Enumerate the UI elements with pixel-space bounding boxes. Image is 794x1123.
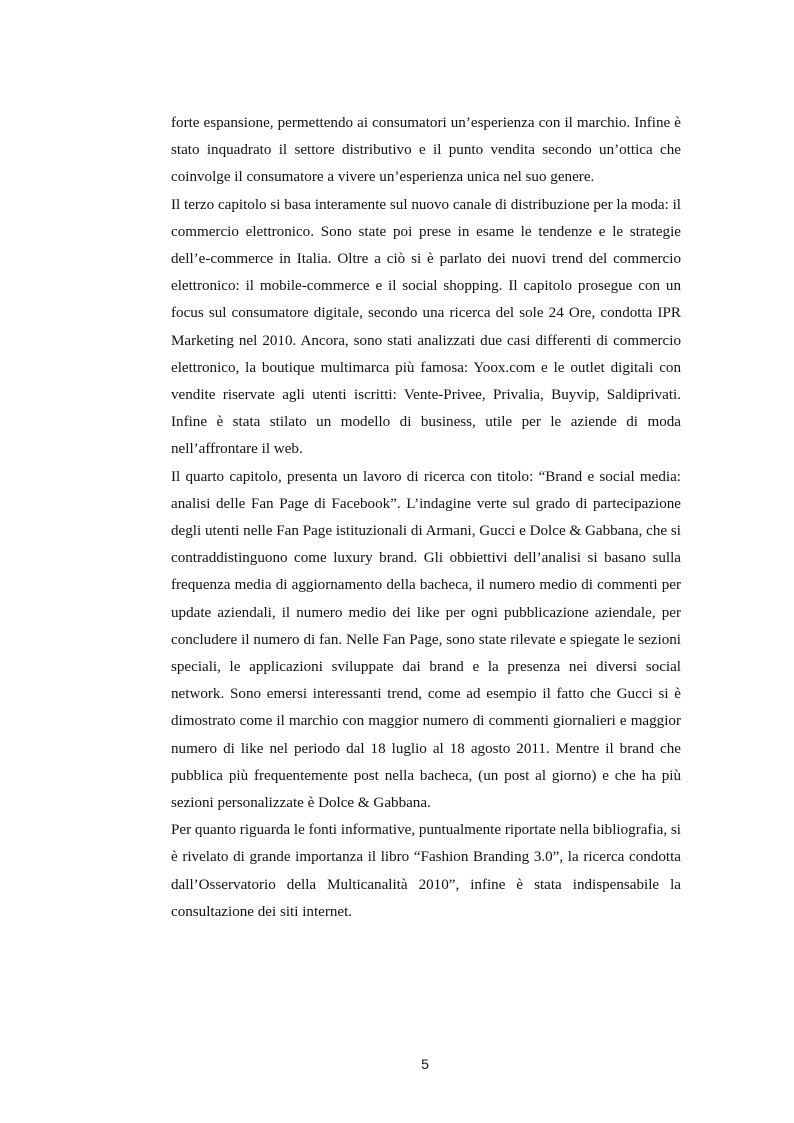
body-text <box>171 110 681 926</box>
paragraph-chapter-two-continuation: forte espansione, permettendo ai consumatori un’esperienza con il marchio. Infine è stato inquadrato il settore distributivo e il punto vendita secondo un’ottica che coinvolge il consumatore a vivere un’esperienza unica nel suo genere. <box>171 115 681 186</box>
page-number: 5 <box>421 1056 429 1072</box>
paragraph-chapter-four: Il quarto capitolo, presenta un lavoro di ricerca con titolo: “Brand e social media: analisi delle Fan Page di Facebook”. L’indagine verte sul grado di partecipazione degli utenti nelle Fan Page istituzionali di Armani, Gucci e Dolce & Gabbana, che si contraddistinguono come luxury brand. Gli obbiettivi dell’analisi si basano sulla frequenza media di aggiornamento della bacheca, il numero medio di commenti per update aziendali, il numero medio dei like per ogni pubblicazione aziendale, per concludere il numero di fan. Nelle Fan Page, sono state rilevate e spiegate le sezioni speciali, le applicazioni sviluppate dai brand e la presenza nei diversi social network. Sono emersi interessanti trend, come ad esempio il fatto che Gucci si è dimostrato come il marchio con maggior numero di commenti giornalieri e maggior numero di like nel periodo dal 18 luglio al 18 agosto 2011. Mentre il brand che pubblica più frequentemente post nella bacheca, (un post al giorno) e che ha più sezioni personalizzate è Dolce & Gabbana. <box>171 468 681 812</box>
paragraph-chapter-three: Il terzo capitolo si basa interamente sul nuovo canale di distribuzione per la moda: il commercio elettronico. Sono state poi prese in esame le tendenze e le strategie dell’e-commerce in Italia. Oltre a ciò si è parlato dei nuovi trend del commercio elettronico: il mobile-commerce e il social shopping. Il capitolo prosegue con un focus sul consumatore digitale, secondo una ricerca del sole 24 Ore, condotta IPR Marketing nel 2010. Ancora, sono stati analizzati due casi differenti di commercio elettronico, la boutique multimarca più famosa: Yoox.com e le outlet digitali con vendite riservate agli utenti iscritti: Vente-Privee, Privalia, Buyvip, Saldiprivati. Infine è stata stilato un modello di business, utile per le aziende di moda nell’affrontare il web. <box>171 196 681 458</box>
paragraph-sources: Per quanto riguarda le fonti informative, puntualmente riportate nella bibliografia, si è rivelato di grande importanza il libro “Fashion Branding 3.0”, la ricerca condotta dall’Osservatorio della Multicanalità 2010”, infine è stata indispensabile la consultazione dei siti internet. <box>171 822 681 920</box>
